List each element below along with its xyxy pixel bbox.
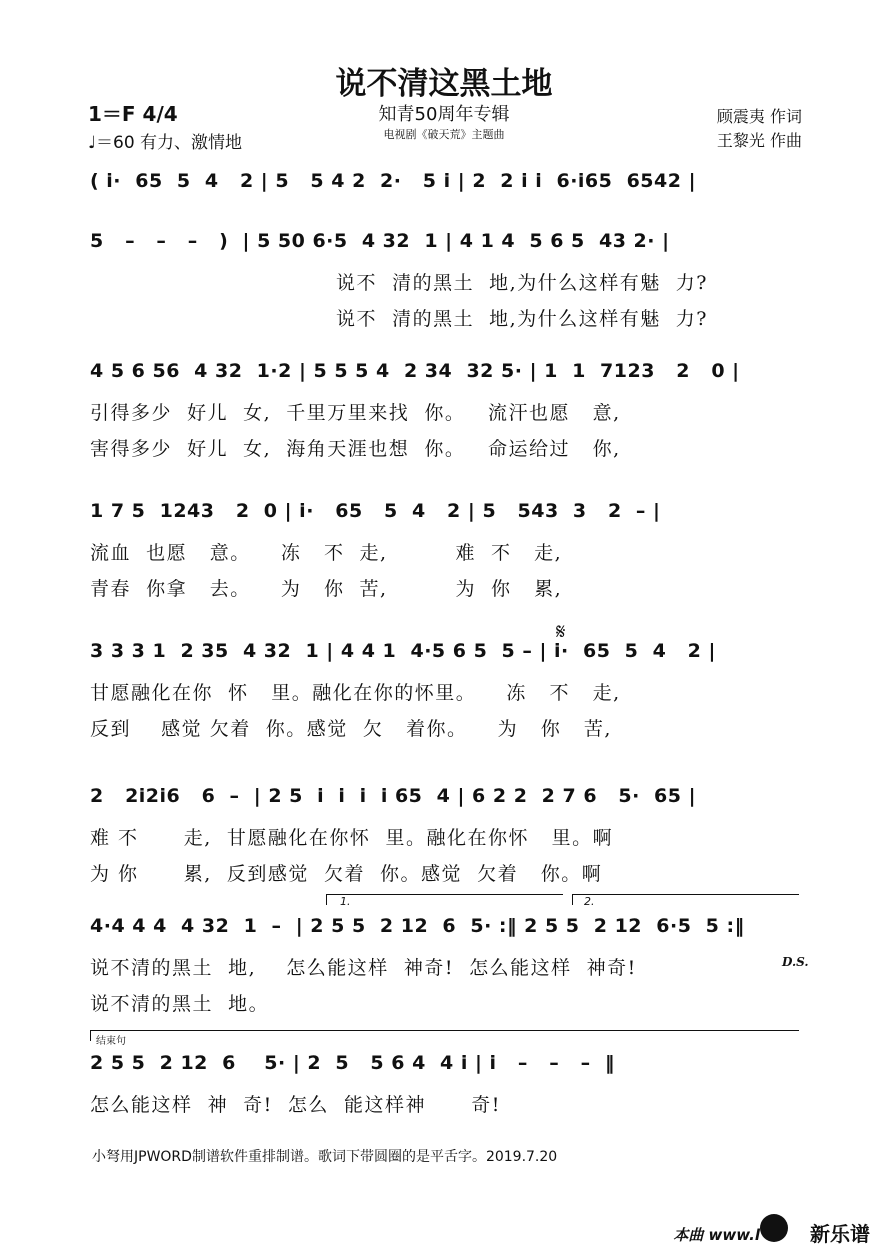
brand-site: 本曲 www.l bbox=[673, 1226, 760, 1244]
lyric-line: 为 你 累, 反到感觉 欠着 你。感觉 欠着 你。啊 bbox=[90, 863, 603, 885]
lyric-line: 难 不 走, 甘愿融化在你怀 里。融化在你怀 里。啊 bbox=[90, 827, 614, 849]
notation-row: ( i· 65 5 4 2 | 5 5 4 2 2· 5 i | 2 2 i i 6·i65 6542 | bbox=[90, 170, 697, 192]
volta-2-label: 2. bbox=[584, 895, 595, 908]
page-title: 说不清这黑土地 bbox=[335, 66, 553, 102]
segno-sign: 𝄋 bbox=[556, 620, 566, 645]
lyric-line: 说不清的黑土 地, 怎么能这样 神奇! 怎么能这样 神奇! bbox=[90, 957, 637, 979]
lyric-line: 甘愿融化在你 怀 里。融化在你的怀里。 冻 不 走, bbox=[90, 682, 621, 704]
notation-row: 5 – – – ) | 5 50 6·5 4 32 1 | 4 1 4 5 6 5 43 2· | bbox=[90, 230, 670, 252]
lyric-line: 青春 你拿 去。 为 你 苦, 为 你 累, bbox=[90, 578, 563, 600]
lyric-line: 说不清的黑土 地。 bbox=[90, 993, 270, 1015]
notation-row: 4·4 4 4 4 32 1 – | 2 5 5 2 12 6 5· :‖ 2 5 5 2 12 6·5 5 :‖ bbox=[90, 915, 745, 937]
lyric-line: 反到 感觉 欠着 你。感觉 欠 着你。 为 你 苦, bbox=[90, 718, 612, 740]
volta-bracket-1 bbox=[326, 894, 563, 905]
subtitle: 知青50周年专辑 bbox=[378, 104, 510, 125]
brand-logo-icon bbox=[760, 1214, 788, 1242]
subnote: 电视剧《破天荒》主题曲 bbox=[383, 128, 505, 141]
key-signature: 1＝F 4/4 bbox=[88, 102, 178, 126]
lyricist-credit: 顾震夷 作词 bbox=[716, 107, 802, 126]
ending-label: 结束句 bbox=[96, 1036, 126, 1047]
notation-row: 1 7 5 1243 2 0 | i· 65 5 4 2 | 5 543 3 2 – | bbox=[90, 500, 661, 522]
lyric-line: 说不 清的黑土 地,为什么这样有魅 力? bbox=[336, 272, 708, 294]
ds-marking: D.S. bbox=[782, 955, 809, 969]
lyric-line: 说不 清的黑土 地,为什么这样有魅 力? bbox=[336, 308, 708, 330]
composer-credit: 王黎光 作曲 bbox=[716, 131, 802, 150]
notation-row: 4 5 6 56 4 32 1·2 | 5 5 5 4 2 34 32 5· | 1 1 7123 2 0 | bbox=[90, 360, 740, 382]
notation-row: 2 2i2i6 6 – | 2 5 i i i i 65 4 | 6 2 2 2 7 6 5· 65 | bbox=[90, 785, 697, 807]
ending-bracket bbox=[90, 1030, 799, 1041]
brand-name: 新乐谱 bbox=[810, 1222, 870, 1246]
tempo-marking: ♩＝60 有力、激情地 bbox=[88, 133, 243, 153]
notation-row: 3 3 3 1 2 35 4 32 1 | 4 4 1 4·5 6 5 5 – | i· 65 5 4 2 | bbox=[90, 640, 716, 662]
lyric-line: 流血 也愿 意。 冻 不 走, 难 不 走, bbox=[90, 542, 563, 564]
lyric-line: 害得多少 好儿 女, 海角天涯也想 你。 命运给过 你, bbox=[90, 438, 621, 460]
lyric-line: 引得多少 好儿 女, 千里万里来找 你。 流汗也愿 意, bbox=[90, 402, 621, 424]
lyric-line: 怎么能这样 神 奇! 怎么 能这样神 奇! bbox=[90, 1094, 501, 1116]
volta-bracket-2 bbox=[572, 894, 799, 905]
footer-note: 小弩用JPWORD制谱软件重排制谱。歌词下带圆圈的是平舌字。2019.7.20 bbox=[92, 1149, 558, 1165]
volta-1-label: 1. bbox=[340, 895, 351, 908]
notation-row: 2 5 5 2 12 6 5· | 2 5 5 6 4 4 i | i – – – ‖ bbox=[90, 1052, 615, 1074]
